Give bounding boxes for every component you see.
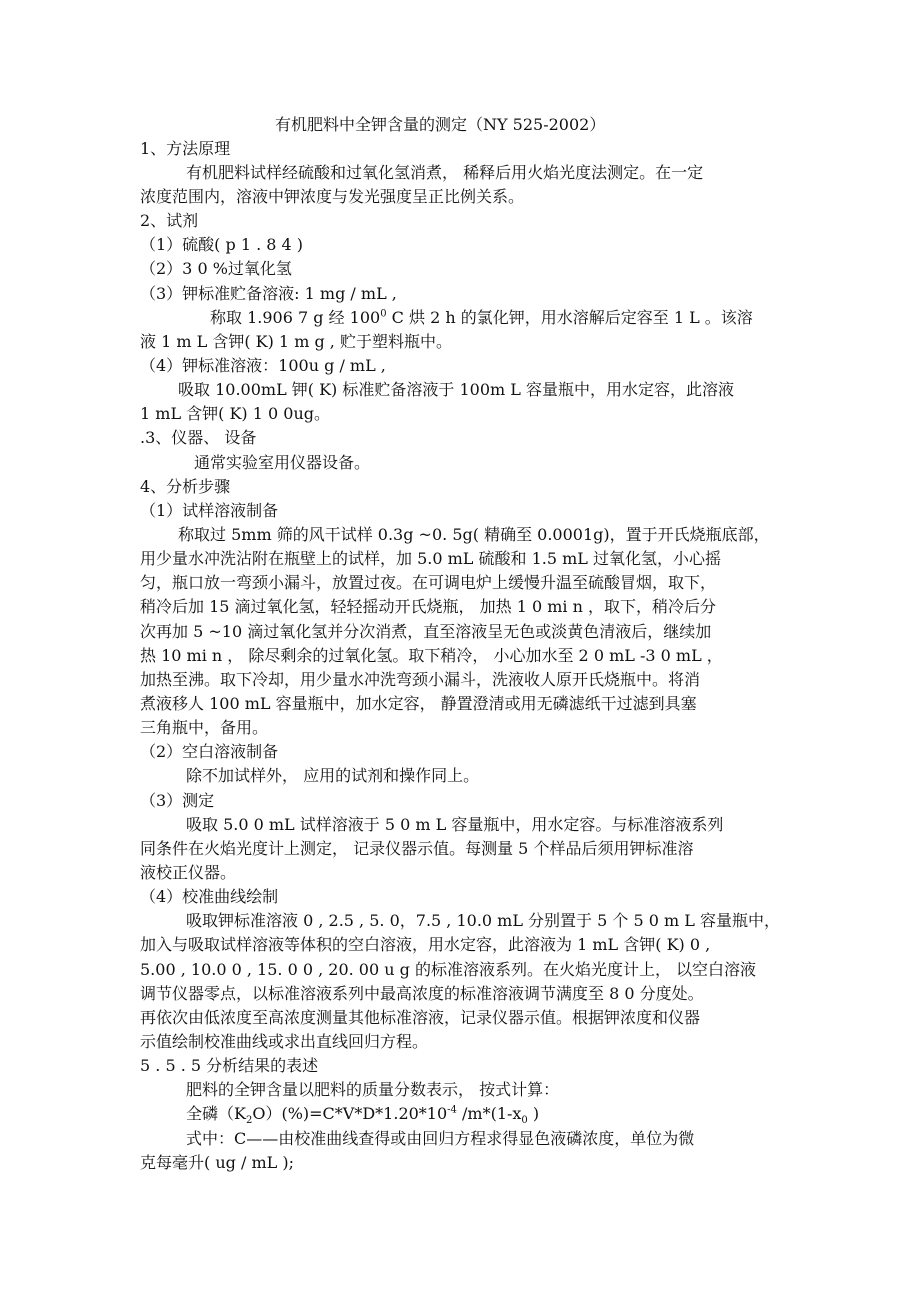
list-item: （4）钾标准溶液：100u g / mL , [140, 356, 386, 375]
paragraph-line: 再依次由低浓度至高浓度测量其他标准溶液，记录仪器示值。根据钾浓度和仪器 [140, 1008, 701, 1027]
paragraph-line: 调节仪器零点，以标准溶液系列中最高浓度的标准溶液调节满度至 8 0 分度处。 [140, 984, 704, 1003]
list-item: （1）试样溶液制备 [140, 501, 279, 520]
paragraph-line: 吸取 5.0 0 mL 试样溶液于 5 0 m L 容量瓶中，用水定容。与标准溶液系列 [186, 815, 724, 834]
paragraph-line: 通常实验室用仪器设备。 [194, 453, 371, 472]
paragraph-line: 稍冷后加 15 滴过氧化氢，轻轻摇动开氏烧瓶， 加热 1 0 mi n ，取下，稍冷后分 [140, 597, 717, 616]
paragraph-line: 煮液移人 100 mL 容量瓶中，加水定容， 静置澄清或用无磷滤纸干过滤到具塞 [140, 694, 697, 713]
text-run: O）(%)=C*V*D*1.20*10 [252, 1104, 448, 1123]
superscript: 0 [380, 308, 387, 320]
list-item: （3）测定 [140, 791, 215, 810]
paragraph-line: 吸取钾标准溶液 0 , 2.5 , 5. 0，7.5 , 10.0 mL 分别置于 5 个 5 0 m L 容量瓶中， [186, 911, 780, 930]
paragraph-line: 同条件在火焰光度计上测定， 记录仪器示值。每测量 5 个样品后须用钾标准溶 [140, 839, 694, 858]
section-heading: 1、方法原理 [140, 139, 231, 158]
list-item: （4）校准曲线绘制 [140, 887, 279, 906]
paragraph-line: 有机肥料试样经硫酸和过氧化氢消煮， 稀释后用火焰光度法测定。在一定 [186, 163, 704, 182]
paragraph-line: 除不加试样外， 应用的试剂和操作同上。 [186, 766, 480, 785]
section-heading: .3、仪器、 设备 [140, 428, 257, 447]
paragraph-line: 用少量水冲洗沾附在瓶壁上的试样，加 5.0 mL 硫酸和 1.5 mL 过氧化氢，小心摇 [140, 549, 722, 568]
paragraph-line: 加入与吸取试样溶液等体积的空白溶液，用水定容，此溶液为 1 mL 含钾( K) 0 , [140, 935, 711, 954]
section-heading: 4、分析步骤 [140, 477, 231, 496]
text-run: 称取 1.906 7 g 经 100 [210, 308, 381, 327]
superscript: -4 [447, 1104, 457, 1116]
list-item: （3）钾标准贮备溶液: 1 mg / mL , [140, 284, 397, 303]
section-heading: 2、试剂 [140, 211, 199, 230]
paragraph-line: 热 10 mi n ， 除尽剩余的过氧化氢。取下稍冷， 小心加水至 2 0 mL -3 0 mL ， [140, 646, 723, 665]
paragraph-line: 吸取 10.00mL 钾( K) 标准贮备溶液于 100m L 容量瓶中，用水定容，此溶液 [178, 380, 734, 399]
paragraph-line: 次再加 5 ~10 滴过氧化氢并分次消煮，直至溶液呈无色或淡黄色清液后，继续加 [140, 622, 712, 641]
paragraph-line: 三角瓶中，备用。 [140, 718, 269, 737]
section-heading: 5 . 5 . 5 分析结果的表述 [140, 1056, 319, 1075]
text-run: 全磷（K [186, 1104, 246, 1123]
text-run: ) [527, 1104, 540, 1123]
paragraph-line: 1 mL 含钾( K) 1 0 0ug。 [140, 404, 331, 423]
subscript: 2 [245, 1115, 253, 1127]
paragraph-line: 匀，瓶口放一弯颈小漏斗，放置过夜。在可调电炉上缓慢升温至硫酸冒烟，取下， [140, 573, 717, 592]
text-run: C 烘 2 h 的氯化钾，用水溶解后定容至 1 L 。该溶 [386, 308, 753, 327]
list-item: （2）3 0 %过氧化氢 [140, 259, 292, 278]
paragraph-line: 液 1 m L 含钾( K) 1 m g , 贮于塑料瓶中。 [140, 332, 452, 351]
list-item: （2）空白溶液制备 [140, 742, 279, 761]
paragraph-line: 5.00 , 10.0 0 , 15. 0 0 , 20. 00 u g 的标准溶液系列。在火焰光度计上， 以空白溶液 [140, 960, 757, 979]
paragraph-line: 浓度范围内，溶液中钾浓度与发光强度呈正比例关系。 [140, 187, 525, 206]
paragraph-line: 肥料的全钾含量以肥料的质量分数表示， 按式计算： [186, 1080, 560, 1099]
paragraph-line: 称取过 5mm 筛的风干试样 0.3g ~0. 5g( 精确至 0.0001g)，置于开氏烧瓶底部， [178, 525, 770, 544]
document-title: 有机肥料中全钾含量的测定（NY 525-2002） [275, 115, 606, 134]
subscript: 0 [521, 1115, 528, 1127]
paragraph-line: 液校正仪器。 [140, 863, 237, 882]
paragraph-line: 克每毫升( ug / mL ); [140, 1153, 294, 1172]
paragraph-line [210, 306, 753, 330]
text-run: /m*(1-x [456, 1104, 522, 1123]
paragraph-line: 式中：C——由校准曲线查得或由回归方程求得显色液磷浓度，单位为微 [186, 1129, 695, 1148]
formula-line [186, 1102, 539, 1126]
list-item: （1）硫酸( p 1 . 8 4 ) [140, 235, 304, 254]
paragraph-line: 示值绘制校准曲线或求出直线回归方程。 [140, 1032, 429, 1051]
paragraph-line: 加热至沸。取下冷却，用少量水冲洗弯颈小漏斗，洗液收人原开氏烧瓶中。将消 [140, 670, 701, 689]
